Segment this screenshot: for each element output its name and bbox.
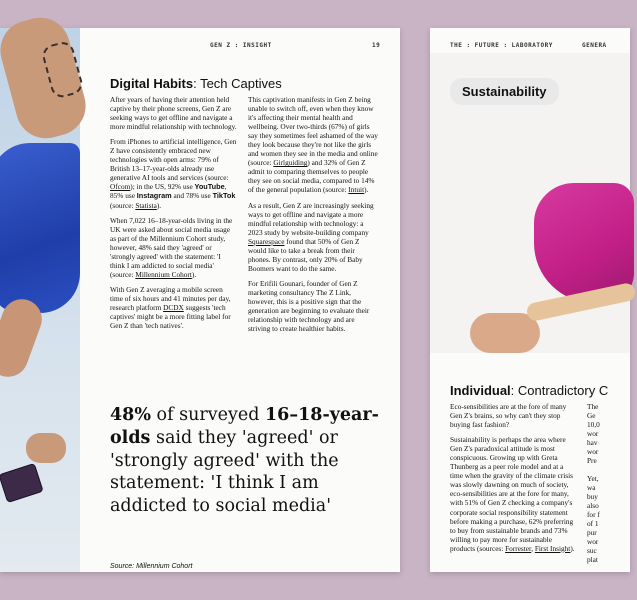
left-page — [0, 28, 400, 572]
paragraph: Eco-sensibilities are at the fore of many Gen Z's brains, so why can't they stop buying fast fashion? — [450, 402, 567, 430]
ankle — [470, 313, 540, 353]
column-fragment: 10,0 — [587, 420, 600, 429]
column-fragment: of 1 — [587, 519, 599, 528]
category-pill: Sustainability — [450, 78, 559, 105]
source-link[interactable]: DCDX — [163, 302, 184, 312]
column-fragment: suc — [587, 546, 597, 555]
source-link[interactable]: Millennium Cohort — [135, 269, 192, 279]
source-link[interactable]: Intuit — [348, 185, 365, 195]
body-column-1 — [110, 95, 237, 336]
column-fragment: Ge — [587, 411, 596, 420]
blue-dress — [0, 143, 80, 313]
body-column-1 — [450, 402, 576, 559]
hand — [26, 433, 66, 463]
paragraph: After years of having their attention held captive by their phone screens, Gen Z are seeking ways to get offline and navigate a more mindful relationship with technology. — [110, 95, 237, 132]
tattoo — [40, 39, 85, 99]
source-link[interactable]: Girlguiding — [273, 158, 308, 168]
column-fragment: plat — [587, 555, 598, 564]
source-link[interactable]: Squarespace — [248, 236, 285, 246]
running-head: THE : FUTURE : LABORATORY — [450, 42, 553, 49]
source-link[interactable]: Ofcom — [110, 182, 131, 192]
paragraph: When 7,022 16–18-year-olds living in the UK were asked about social media usage as part of the Millennium Cohort study, however, 48% said they 'agreed' or 'strongly agreed' with the statement: 'I think I am addicted to social media' (source: Millennium Cohort). — [110, 215, 233, 279]
paragraph: As a result, Gen Z are increasingly seeking ways to get offline and navigate a more mindful relationship with technology: a 2023 study by website-building company Squarespace found that 50% of Gen Z would like to take a break from their phones. By contrast, only 20% of Baby Boomers want to do the same. — [248, 200, 374, 273]
paragraph: For Erifili Gounari, founder of Gen Z marketing consultancy The Z Link, however, this is a positive sign that the generation are beginning to evaluate their relationship with technology and are striving to create healthier habits. — [248, 278, 370, 334]
column-fragment: Pre — [587, 456, 597, 465]
column-fragment: hav — [587, 438, 598, 447]
column-fragment: wor — [587, 447, 599, 456]
section-heading: Digital Habits: Tech Captives — [110, 76, 282, 91]
quote-source: Source: Millennium Cohort — [110, 563, 193, 570]
page-number: 19 — [372, 42, 381, 49]
right-page — [430, 28, 630, 572]
body-column-2 — [248, 95, 378, 339]
body-column-2 — [587, 402, 627, 564]
section-heading: Individual: Contradictory C — [450, 383, 609, 398]
column-fragment: also — [587, 501, 599, 510]
source-link[interactable]: Forrester — [505, 543, 532, 553]
column-fragment: pur — [587, 528, 597, 537]
tattooed-arm — [0, 11, 92, 145]
column-fragment: wa — [587, 483, 596, 492]
paragraph: With Gen Z averaging a mobile screen time of six hours and 41 minutes per day, research platform DCDX suggests 'tech captives' might be a more fitting label for Gen Z than 'tech natives'. — [110, 284, 231, 331]
column-fragment: buy — [587, 492, 598, 501]
column-fragment: wor — [587, 537, 599, 546]
column-fragment — [587, 465, 627, 474]
paragraph: From iPhones to artificial intelligence, Gen Z have consistently embraced new technologies with open arms: 79% of British 13–17-year-olds already use generative AI tools and services (source: Ofcom); in the US, 92% use YouTube, 85% use Instagram and 78% use TikTok (source: Statista). — [110, 137, 237, 210]
column-fragment: Yet, — [587, 474, 599, 483]
paragraph: Sustainability is perhaps the area where Gen Z's paradoxical attitude is most conspicuous. Growing up with Greta Thunberg as a peer role model and at a time when the gravity of the climate crisis was slowly dawning on much of society, eco-sensibilities are at the fore for many, with 51% of Gen Z checking a company's corporate social responsibility statement before making a purchase, 62% preferring to buy from sustainable brands and 73% willing to pay more for sustainable products (sources: Forrester, First Insight). — [450, 435, 575, 553]
column-fragment: wor — [587, 429, 599, 438]
fashion-photo — [0, 28, 80, 572]
running-head: GEN Z : INSIGHT — [210, 42, 272, 49]
running-head-2: GENERA — [582, 42, 607, 49]
source-link[interactable]: Statista — [135, 200, 157, 210]
column-fragment: for f — [587, 510, 600, 519]
column-fragment: The — [587, 402, 599, 411]
pull-quote: 48% of surveyed 16–18-year-olds said they 'agreed' or 'strongly agreed' with the statement: 'I think I am addicted to social media' — [110, 405, 379, 516]
source-link[interactable]: First Insight — [534, 543, 571, 553]
paragraph: This captivation manifests in Gen Z being unable to switch off, even when they know it's affecting their mental health and wellbeing. Over two-thirds (67%) of girls say they sometimes feel ashamed of the way they look because they're not like the girls and women they see in the media and online (source: Girlguiding) and 32% of Gen Z admit to comparing themselves to people they see on social media, compared to 14% of the general population (source: Intuit). — [248, 95, 378, 195]
phone-icon — [0, 463, 44, 503]
